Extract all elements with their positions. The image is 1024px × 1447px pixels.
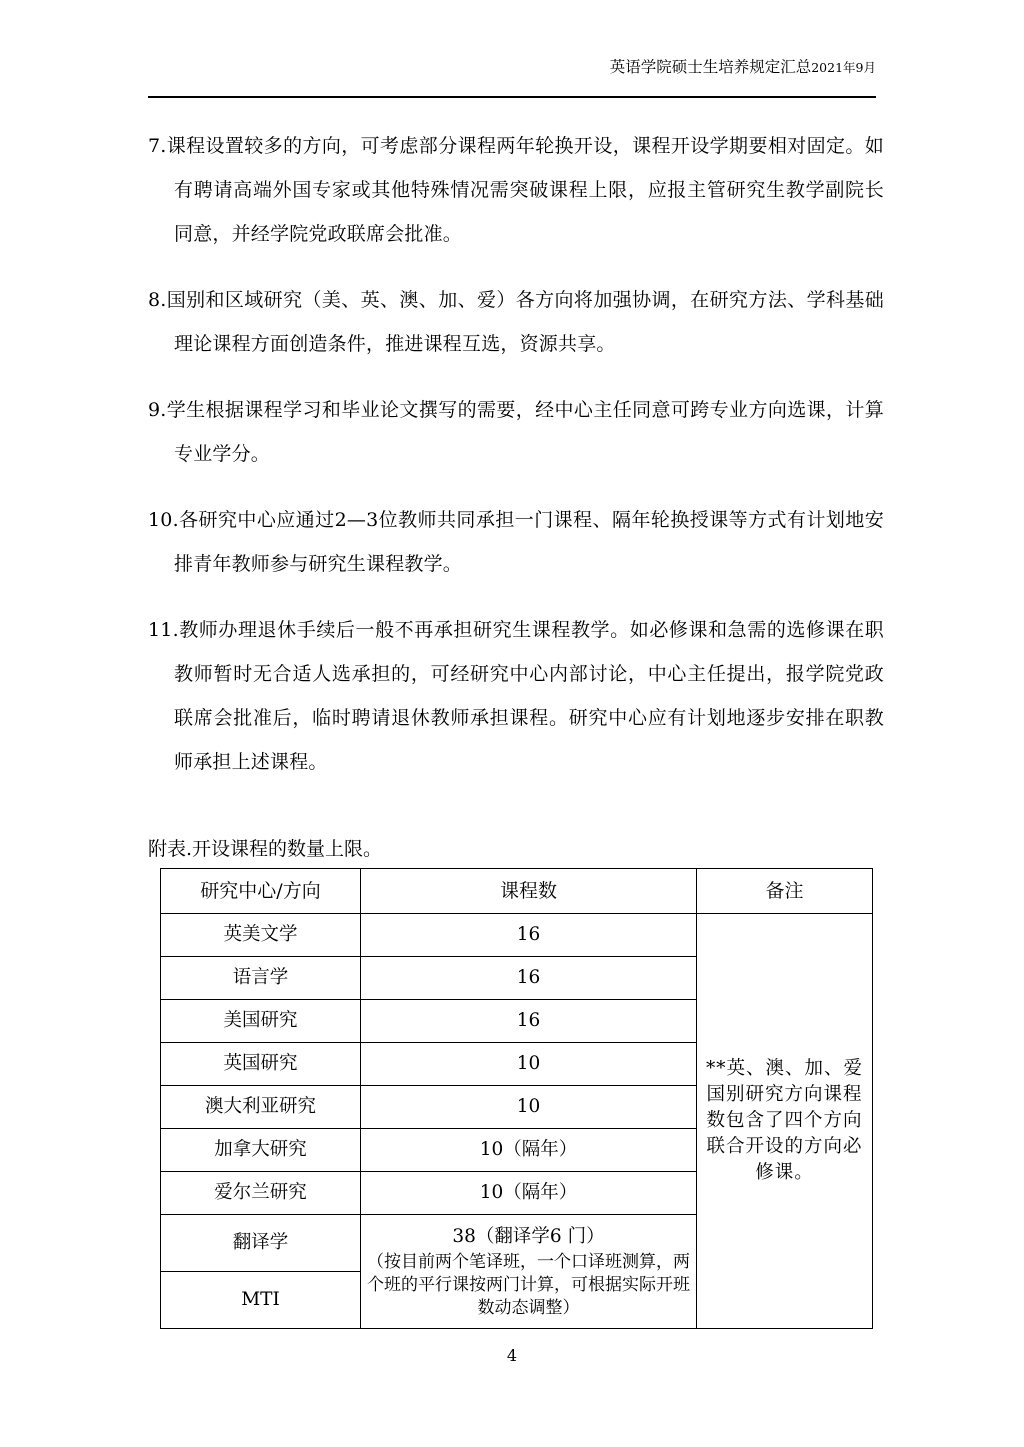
cell-count: 10（隔年）	[361, 1129, 697, 1172]
table-header-note: 备注	[697, 869, 873, 914]
table-row	[161, 914, 873, 957]
paragraph-7: 7.课程设置较多的方向，可考虑部分课程两年轮换开设，课程开设学期要相对固定。如有聘请高端外国专家或其他特殊情况需突破课程上限，应报主管研究生教学副院长同意，并经学院党政联席会批准。	[148, 135, 884, 245]
translation-count-line1: 38（翻译学6 门）	[452, 1226, 605, 1247]
page-header	[148, 58, 876, 77]
table-header-count: 课程数	[361, 869, 697, 914]
cell-center: 澳大利亚研究	[161, 1086, 361, 1129]
cell-count: 10	[361, 1086, 697, 1129]
cell-note: **英、澳、加、爱国别研究方向课程数包含了四个方向联合开设的方向必修课。	[697, 914, 873, 1329]
table-header-row	[161, 869, 873, 914]
cell-center: 翻译学	[161, 1215, 361, 1272]
cell-count: 16	[361, 957, 697, 1000]
cell-count: 10（隔年）	[361, 1172, 697, 1215]
cell-center: 英国研究	[161, 1043, 361, 1086]
paragraph-10: 10.各研究中心应通过2—3位教师共同承担一门课程、隔年轮换授课等方式有计划地安排青年教师参与研究生课程教学。	[148, 509, 884, 575]
cell-center: MTI	[161, 1272, 361, 1329]
cell-center: 爱尔兰研究	[161, 1172, 361, 1215]
cell-center: 英美文学	[161, 914, 361, 957]
cell-count: 10	[361, 1043, 697, 1086]
document-body	[148, 124, 884, 1329]
translation-count-line2: （按目前两个笔译班，一个口译班测算，两个班的平行课按两门计算，可根据实际开班数动态调整）	[367, 1252, 690, 1318]
cell-count: 16	[361, 914, 697, 957]
cell-center: 加拿大研究	[161, 1129, 361, 1172]
cell-count: 16	[361, 1000, 697, 1043]
paragraph-9: 9.学生根据课程学习和毕业论文撰写的需要，经中心主任同意可跨专业方向选课，计算专业学分。	[148, 399, 884, 465]
paragraph-11: 11.教师办理退休手续后一般不再承担研究生课程教学。如必修课和急需的选修课在职教师暂时无合适人选承担的，可经研究中心内部讨论，中心主任提出，报学院党政联席会批准后，临时聘请退休教师承担课程。研究中心应有计划地逐步安排在职教师承担上述课程。	[148, 619, 884, 773]
page-number: 4	[506, 1346, 518, 1365]
cell-center: 美国研究	[161, 1000, 361, 1043]
table-caption: 附表.开设课程的数量上限。	[148, 838, 383, 860]
cell-count-translation	[361, 1215, 697, 1329]
header-title: 英语学院硕士生培养规定汇总	[609, 58, 812, 76]
course-limit-table	[160, 868, 873, 1329]
table-header-center: 研究中心/方向	[161, 869, 361, 914]
header-date: 2021年9月	[811, 60, 876, 75]
header-divider	[148, 96, 876, 98]
paragraph-8: 8.国别和区域研究（美、英、澳、加、爱）各方向将加强协调，在研究方法、学科基础理论课程方面创造条件，推进课程互选，资源共享。	[148, 289, 884, 355]
cell-center: 语言学	[161, 957, 361, 1000]
